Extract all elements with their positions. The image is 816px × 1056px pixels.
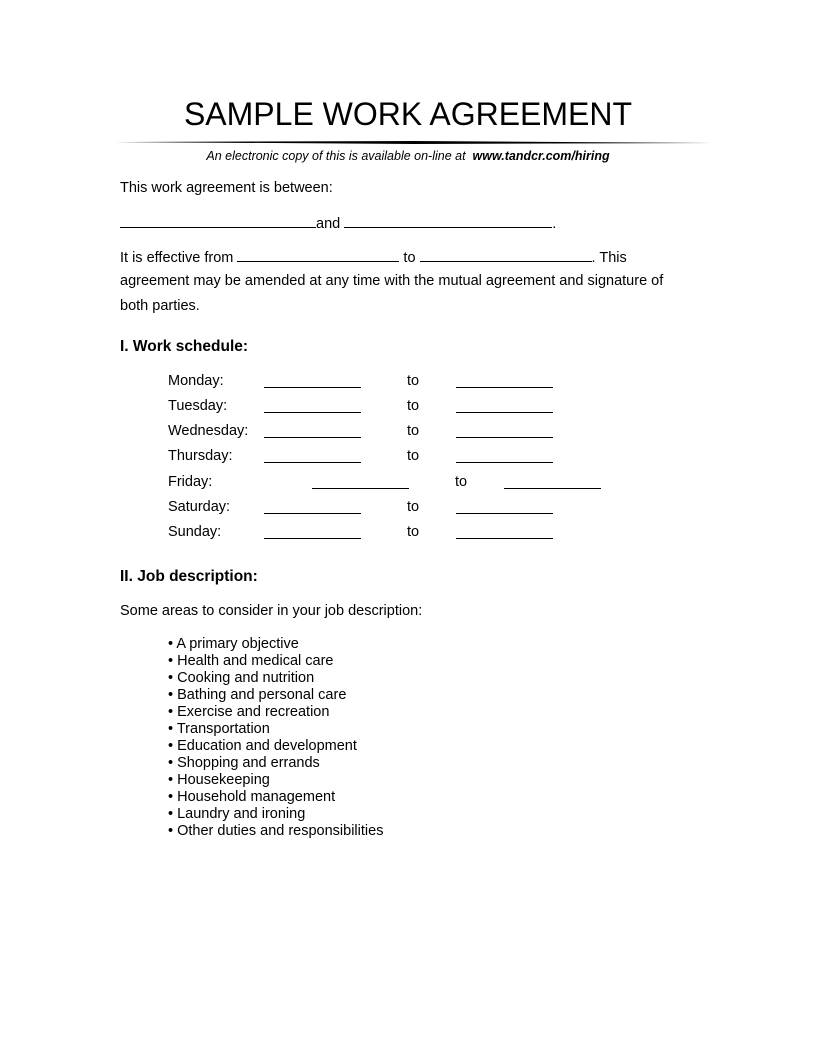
list-item: • Education and development — [168, 738, 357, 754]
bullet-icon: • — [168, 755, 174, 771]
effective-from-label: It is effective from — [120, 250, 234, 266]
monday-start-field[interactable] — [264, 387, 361, 388]
work-schedule-heading: I. Work schedule: — [120, 338, 249, 355]
effective-end-field[interactable] — [420, 247, 592, 262]
bullet-icon: • — [168, 806, 174, 822]
subtitle — [0, 148, 816, 164]
list-item: • Transportation — [168, 721, 270, 737]
bullet-icon: • — [168, 636, 174, 652]
effective-to-label: to — [403, 250, 416, 266]
sunday-to-label: to — [407, 524, 420, 540]
bullet-icon: • — [168, 789, 174, 805]
day-label-thursday: Thursday: — [168, 448, 233, 464]
thursday-start-field[interactable] — [264, 462, 361, 463]
parties-line — [120, 213, 556, 233]
effective-start-field[interactable] — [237, 247, 399, 262]
job-description-intro: Some areas to consider in your job description: — [120, 603, 423, 619]
amend-line: agreement may be amended at any time with the mutual agreement and signature of — [120, 273, 664, 289]
sunday-end-field[interactable] — [456, 538, 553, 539]
both-parties-line: both parties. — [120, 298, 200, 314]
saturday-end-field[interactable] — [456, 513, 553, 514]
monday-end-field[interactable] — [456, 387, 553, 388]
bullet-icon: • — [168, 670, 174, 686]
day-label-friday: Friday: — [168, 474, 213, 490]
day-label-tuesday: Tuesday: — [168, 398, 228, 414]
thursday-to-label: to — [407, 448, 420, 464]
wednesday-start-field[interactable] — [264, 437, 361, 438]
effective-line — [120, 247, 627, 267]
tuesday-end-field[interactable] — [456, 412, 553, 413]
list-item: • Cooking and nutrition — [168, 670, 315, 686]
list-item: • Health and medical care — [168, 653, 334, 669]
job-description-heading: II. Job description: — [120, 568, 258, 585]
and-label: and — [316, 216, 341, 232]
intro-between: This work agreement is between: — [120, 180, 333, 196]
bullet-icon: • — [168, 772, 174, 788]
bullet-icon: • — [168, 653, 174, 669]
list-item: • Exercise and recreation — [168, 704, 330, 720]
saturday-start-field[interactable] — [264, 513, 361, 514]
wednesday-to-label: to — [407, 423, 420, 439]
tuesday-to-label: to — [407, 398, 420, 414]
day-label-saturday: Saturday: — [168, 499, 231, 515]
list-item: • Laundry and ironing — [168, 806, 306, 822]
subtitle-text: An electronic copy of this is available on-line at — [206, 149, 466, 163]
title-divider — [114, 141, 713, 145]
day-label-monday: Monday: — [168, 373, 224, 389]
list-item: • Shopping and errands — [168, 755, 320, 771]
list-item: • Household management — [168, 789, 336, 805]
bullet-icon: • — [168, 704, 174, 720]
thursday-end-field[interactable] — [456, 462, 553, 463]
bullet-icon: • — [168, 687, 174, 703]
friday-start-field[interactable] — [312, 488, 409, 489]
list-item: • Other duties and responsibilities — [168, 823, 384, 839]
list-item: • Bathing and personal care — [168, 687, 347, 703]
list-item: • A primary objective — [168, 636, 299, 652]
day-label-sunday: Sunday: — [168, 524, 222, 540]
website-link[interactable]: www.tandcr.com/hiring — [472, 149, 610, 163]
saturday-to-label: to — [407, 499, 420, 515]
wednesday-end-field[interactable] — [456, 437, 553, 438]
effective-line-end: . This — [591, 250, 627, 266]
page-title: SAMPLE WORK AGREEMENT — [183, 96, 633, 132]
bullet-icon: • — [168, 823, 174, 839]
bullet-icon: • — [168, 738, 174, 754]
list-item: • Housekeeping — [168, 772, 270, 788]
day-label-wednesday: Wednesday: — [168, 423, 249, 439]
period-label: . — [552, 216, 557, 232]
friday-end-field[interactable] — [504, 488, 601, 489]
tuesday-start-field[interactable] — [264, 412, 361, 413]
job-areas-list — [168, 636, 383, 840]
sunday-start-field[interactable] — [264, 538, 361, 539]
bullet-icon: • — [168, 721, 174, 737]
friday-to-label: to — [455, 474, 468, 490]
party-two-field[interactable] — [344, 213, 552, 228]
monday-to-label: to — [407, 373, 420, 389]
party-one-field[interactable] — [120, 213, 316, 228]
